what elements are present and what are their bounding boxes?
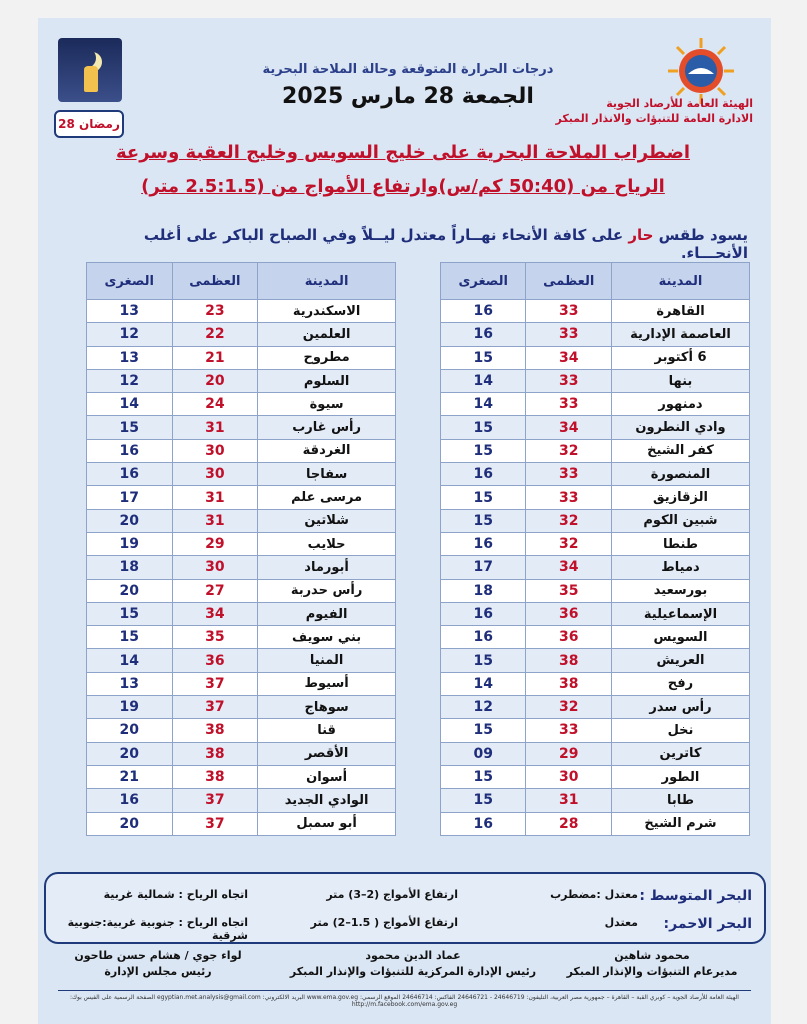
table-row: [441, 300, 750, 323]
min-temp-cell: 16: [441, 532, 526, 555]
max-temp-cell: 31: [172, 486, 258, 509]
table-row: [441, 649, 750, 672]
lantern-icon: [84, 66, 98, 92]
table-row: [87, 439, 396, 462]
crescent-moon-icon: [76, 48, 96, 68]
min-temp-cell: 14: [441, 672, 526, 695]
city-cell: نخل: [611, 719, 749, 742]
city-cell: بورسعيد: [611, 579, 749, 602]
max-temp-cell: 32: [526, 696, 612, 719]
city-cell: القاهرة: [611, 300, 749, 323]
max-temp-cell: 36: [172, 649, 258, 672]
min-temp-cell: 16: [441, 626, 526, 649]
city-cell: دمنهور: [611, 393, 749, 416]
table-row: [441, 393, 750, 416]
city-cell: رفح: [611, 672, 749, 695]
table-row: [87, 626, 396, 649]
min-temp-cell: 16: [441, 602, 526, 625]
city-cell: أسوان: [258, 765, 396, 788]
signature-3: لواء جوي / هشام حسن طاحون رئيس مجلس الإدارة: [74, 949, 242, 978]
min-temp-cell: 16: [87, 439, 173, 462]
max-temp-cell: 38: [172, 742, 258, 765]
min-temp-cell: 14: [87, 649, 173, 672]
min-temp-cell: 15: [87, 602, 173, 625]
city-cell: أسيوط: [258, 672, 396, 695]
table-row: [87, 486, 396, 509]
ramadan-lantern-logo: [58, 38, 122, 102]
min-temp-cell: 16: [441, 300, 526, 323]
max-temp-cell: 33: [526, 369, 612, 392]
min-temp-cell: 12: [87, 369, 173, 392]
max-temp-cell: 34: [172, 602, 258, 625]
max-temp-cell: 30: [172, 439, 258, 462]
max-temp-cell: 37: [172, 696, 258, 719]
organization-name: الهيئة العامة للأرصاد الجوية الادارة العامة للتنبؤات والانذار المبكر: [555, 97, 753, 125]
city-cell: العاصمة الإدارية: [611, 323, 749, 346]
city-cell: شرم الشيخ: [611, 812, 749, 835]
table-row: [441, 742, 750, 765]
city-cell: رأس غارب: [258, 416, 396, 439]
min-temp-cell: 15: [87, 416, 173, 439]
min-temp-cell: 13: [87, 346, 173, 369]
min-temp-cell: 18: [441, 579, 526, 602]
city-cell: طنطا: [611, 532, 749, 555]
city-cell: الوادي الجديد: [258, 789, 396, 812]
min-temp-cell: 19: [87, 696, 173, 719]
city-cell: العلمين: [258, 323, 396, 346]
footer-contact: الهيئة العامة للأرصاد الجوية – كوبري القبة – القاهرة – جمهورية مصر العربية، التليفون: 24646719 - 24646721 الفاكس: 24646714 الموقع الرسمي: www.ema.gov.eg البريد الالكتروني: egyptian.met.analysis@gmail.com الصفحة الرسمية على الفيس بوك: http://m.facebook.com/ema.gov.eg: [58, 990, 751, 1008]
max-temp-cell: 33: [526, 486, 612, 509]
min-temp-cell: 15: [441, 765, 526, 788]
city-cell: حلايب: [258, 532, 396, 555]
table-row: [87, 812, 396, 835]
min-temp-cell: 16: [87, 789, 173, 812]
bulletin-date: الجمعة 28 مارس 2025: [282, 84, 534, 109]
min-temp-cell: 19: [87, 532, 173, 555]
table-row: [87, 742, 396, 765]
min-temp-cell: 09: [441, 742, 526, 765]
city-cell: المنصورة: [611, 463, 749, 486]
col-max: العظمى: [526, 263, 612, 300]
city-cell: قنا: [258, 719, 396, 742]
city-cell: رأس حدربة: [258, 579, 396, 602]
max-temp-cell: 31: [526, 789, 612, 812]
max-temp-cell: 27: [172, 579, 258, 602]
table-row: [441, 323, 750, 346]
max-temp-cell: 38: [526, 672, 612, 695]
table-row: [87, 369, 396, 392]
max-temp-cell: 24: [172, 393, 258, 416]
min-temp-cell: 15: [441, 509, 526, 532]
max-temp-cell: 31: [172, 509, 258, 532]
max-temp-cell: 30: [172, 556, 258, 579]
max-temp-cell: 37: [172, 812, 258, 835]
min-temp-cell: 20: [87, 719, 173, 742]
max-temp-cell: 34: [526, 346, 612, 369]
table-row: [441, 509, 750, 532]
max-temp-cell: 29: [172, 532, 258, 555]
min-temp-cell: 14: [441, 393, 526, 416]
sea-conditions-box: البحر المتوسط : معتدل :مضطرب ارتفاع الأمواج (2–3) متر اتجاه الرياح : شمالية غربية البحر الاحمر: معتدل ارتفاع الأمواج ( 1.5–2) متر اتجاه الرياح : جنوبية غربية:جنوبية شرقية: [44, 872, 766, 944]
city-cell: سفاجا: [258, 463, 396, 486]
max-temp-cell: 33: [526, 323, 612, 346]
max-temp-cell: 32: [526, 532, 612, 555]
city-cell: الطور: [611, 765, 749, 788]
table-row: [441, 579, 750, 602]
city-cell: الإسماعيلية: [611, 602, 749, 625]
table-row: [441, 416, 750, 439]
table-row: [441, 602, 750, 625]
table-row: [87, 672, 396, 695]
table-row: [441, 486, 750, 509]
marine-alert-line2: الرياح من (50:40 كم/س)وارتفاع الأمواج من (2.5:1.5 متر): [141, 176, 665, 197]
table-row: [87, 649, 396, 672]
max-temp-cell: 23: [172, 300, 258, 323]
table-row: [441, 812, 750, 835]
signature-2: عماد الدين محمود رئيس الإدارة المركزية للتنبؤات والإنذار المبكر: [289, 949, 537, 978]
city-cell: السويس: [611, 626, 749, 649]
max-temp-cell: 38: [172, 719, 258, 742]
min-temp-cell: 15: [441, 789, 526, 812]
table-row: [87, 765, 396, 788]
city-cell: أبو سمبل: [258, 812, 396, 835]
max-temp-cell: 28: [526, 812, 612, 835]
min-temp-cell: 15: [441, 486, 526, 509]
city-cell: الغردقة: [258, 439, 396, 462]
table-row: [441, 556, 750, 579]
table-row: [87, 532, 396, 555]
min-temp-cell: 15: [441, 346, 526, 369]
city-cell: وادي النطرون: [611, 416, 749, 439]
min-temp-cell: 20: [87, 509, 173, 532]
city-cell: الاسكندرية: [258, 300, 396, 323]
table-row: [87, 416, 396, 439]
table-row: [441, 672, 750, 695]
max-temp-cell: 35: [172, 626, 258, 649]
max-temp-cell: 36: [526, 602, 612, 625]
min-temp-cell: 17: [87, 486, 173, 509]
signature-1: محمود شاهين مديرعام التنبؤات والإنذار المبكر: [566, 949, 738, 978]
city-cell: بني سويف: [258, 626, 396, 649]
max-temp-cell: 29: [526, 742, 612, 765]
max-temp-cell: 33: [526, 719, 612, 742]
table-row: [441, 626, 750, 649]
max-temp-cell: 34: [526, 416, 612, 439]
col-city: المدينة: [611, 263, 749, 300]
col-min: الصغرى: [87, 263, 173, 300]
max-temp-cell: 31: [172, 416, 258, 439]
min-temp-cell: 21: [87, 765, 173, 788]
city-cell: سيوة: [258, 393, 396, 416]
max-temp-cell: 33: [526, 463, 612, 486]
city-cell: سوهاج: [258, 696, 396, 719]
max-temp-cell: 30: [172, 463, 258, 486]
city-cell: شبين الكوم: [611, 509, 749, 532]
min-temp-cell: 16: [441, 323, 526, 346]
col-max: العظمى: [172, 263, 258, 300]
min-temp-cell: 18: [87, 556, 173, 579]
min-temp-cell: 20: [87, 742, 173, 765]
table-row: [87, 602, 396, 625]
min-temp-cell: 13: [87, 672, 173, 695]
min-temp-cell: 20: [87, 579, 173, 602]
max-temp-cell: 33: [526, 393, 612, 416]
table-row: [441, 463, 750, 486]
city-cell: كاترين: [611, 742, 749, 765]
city-cell: الأقصر: [258, 742, 396, 765]
table-row: [441, 719, 750, 742]
table-row: [441, 696, 750, 719]
city-cell: العريش: [611, 649, 749, 672]
city-cell: الفيوم: [258, 602, 396, 625]
marine-alert-line1: اضطراب الملاحة البحرية على خليج السويس وخليج العقبة وسرعة: [115, 142, 691, 163]
city-cell: رأس سدر: [611, 696, 749, 719]
city-cell: مطروح: [258, 346, 396, 369]
max-temp-cell: 38: [526, 649, 612, 672]
bulletin-page: [38, 18, 771, 1024]
table-row: [87, 300, 396, 323]
city-cell: طابا: [611, 789, 749, 812]
table-row: [441, 765, 750, 788]
city-cell: مرسى علم: [258, 486, 396, 509]
city-cell: شلاتين: [258, 509, 396, 532]
city-cell: كفر الشيخ: [611, 439, 749, 462]
min-temp-cell: 12: [441, 696, 526, 719]
max-temp-cell: 32: [526, 439, 612, 462]
weather-summary: يسود طقس حار على كافة الأنحاء نهــاراً معتدل ليــلاً وفي الصباح الباكر على أغلب الأنحـــاء.: [143, 226, 748, 262]
table-row: [87, 719, 396, 742]
bulletin-title: درجات الحرارة المتوقعة وحالة الملاحة البحرية: [262, 62, 554, 77]
table-row: [441, 789, 750, 812]
table-row: [441, 369, 750, 392]
temperature-table-right: [440, 262, 750, 836]
max-temp-cell: 21: [172, 346, 258, 369]
temperature-table-left: [86, 262, 396, 836]
table-row: [87, 463, 396, 486]
city-cell: دمياط: [611, 556, 749, 579]
table-row: [87, 509, 396, 532]
max-temp-cell: 30: [526, 765, 612, 788]
min-temp-cell: 14: [87, 393, 173, 416]
city-cell: 6 أكتوبر: [611, 346, 749, 369]
min-temp-cell: 16: [441, 463, 526, 486]
min-temp-cell: 14: [441, 369, 526, 392]
min-temp-cell: 15: [441, 649, 526, 672]
min-temp-cell: 13: [87, 300, 173, 323]
max-temp-cell: 33: [526, 300, 612, 323]
min-temp-cell: 17: [441, 556, 526, 579]
city-cell: بنها: [611, 369, 749, 392]
table-row: [441, 532, 750, 555]
table-row: [87, 789, 396, 812]
min-temp-cell: 15: [441, 416, 526, 439]
min-temp-cell: 20: [87, 812, 173, 835]
col-min: الصغرى: [441, 263, 526, 300]
table-row: [441, 346, 750, 369]
min-temp-cell: 15: [441, 439, 526, 462]
table-row: [87, 696, 396, 719]
max-temp-cell: 36: [526, 626, 612, 649]
min-temp-cell: 15: [441, 719, 526, 742]
city-cell: الزقازيق: [611, 486, 749, 509]
city-cell: أبورماد: [258, 556, 396, 579]
min-temp-cell: 16: [87, 463, 173, 486]
min-temp-cell: 15: [87, 626, 173, 649]
max-temp-cell: 38: [172, 765, 258, 788]
ramadan-date-badge: 28 رمضان: [54, 110, 124, 138]
col-city: المدينة: [258, 263, 396, 300]
table-row: [87, 579, 396, 602]
table-row: [87, 346, 396, 369]
min-temp-cell: 12: [87, 323, 173, 346]
table-row: [87, 556, 396, 579]
max-temp-cell: 34: [526, 556, 612, 579]
city-cell: المنيا: [258, 649, 396, 672]
max-temp-cell: 20: [172, 369, 258, 392]
city-cell: السلوم: [258, 369, 396, 392]
table-row: [441, 439, 750, 462]
table-row: [87, 323, 396, 346]
table-row: [87, 393, 396, 416]
max-temp-cell: 37: [172, 672, 258, 695]
min-temp-cell: 16: [441, 812, 526, 835]
max-temp-cell: 22: [172, 323, 258, 346]
max-temp-cell: 37: [172, 789, 258, 812]
max-temp-cell: 32: [526, 509, 612, 532]
max-temp-cell: 35: [526, 579, 612, 602]
